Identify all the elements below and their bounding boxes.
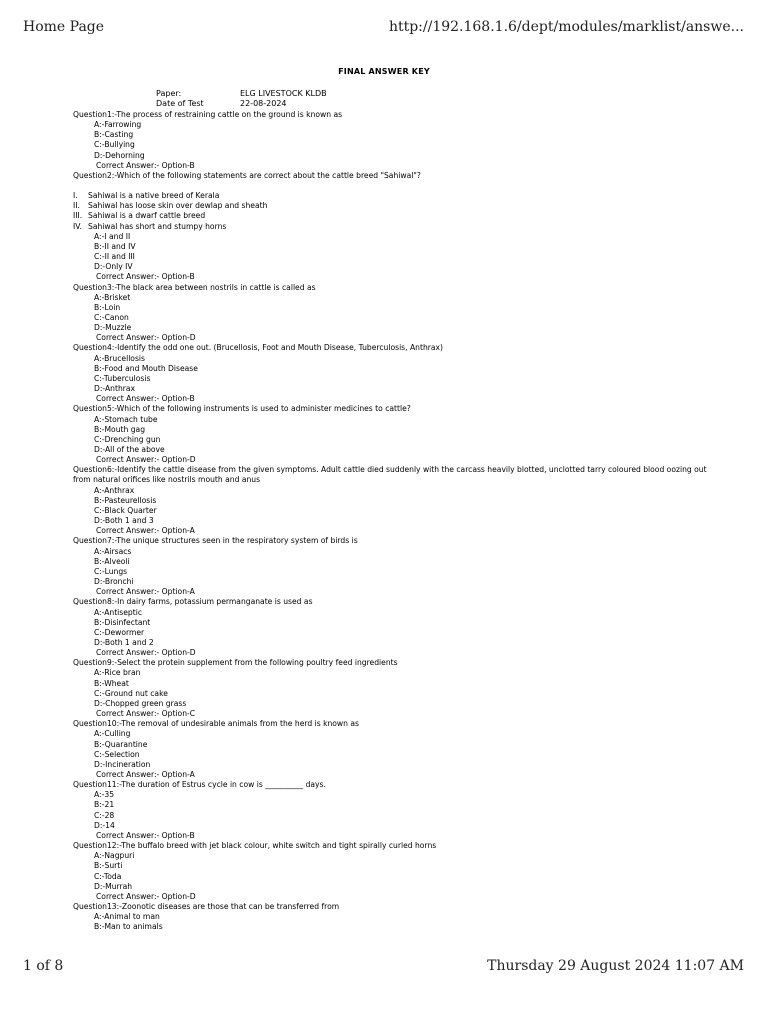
statement-number: II. [73,201,80,211]
question-text: Question1:-The process of restraining cattle on the ground is known as [73,110,343,119]
statement-text: Sahiwal has short and stumpy horns [88,221,227,231]
date-row [156,99,287,109]
question-block [73,658,713,719]
document-title: FINAL ANSWER KEY [338,67,430,76]
option-item: D:-Murrah [94,881,133,891]
correct-answer: Correct Answer:- Option-B [96,272,195,282]
question-block [73,719,713,780]
question-block [73,597,713,658]
option-item: B:-II and IV [94,241,136,251]
page-url: http://192.168.1.6/dept/modules/marklist/answe... [388,19,744,35]
option-item: D:-Muzzle [94,323,132,333]
correct-answer: Correct Answer:- Option-A [96,526,195,536]
print-datetime: Thursday 29 August 2024 11:07 AM [487,958,744,974]
paper-row [156,89,327,99]
option-item: C:-Bullying [94,140,135,150]
correct-answer: Correct Answer:- Option-D [96,891,196,901]
option-item: B:-Loin [94,302,121,312]
option-item: A:-Stomach tube [94,414,158,424]
option-item: A:-Brucellosis [94,353,145,363]
question-text: Question12:-The buffalo breed with jet black colour, white switch and tight spirally curled horns [73,841,437,851]
question-block [73,171,713,283]
question-text: Question7:-The unique structures seen in the respiratory system of birds is [73,536,358,546]
option-item: A:-Antiseptic [94,607,142,617]
option-item: A:-Airsacs [94,546,132,556]
option-item: B:-Food and Mouth Disease [94,363,198,373]
correct-answer: Correct Answer:- Option-A [96,587,195,597]
option-item: C:-Toda [94,871,122,881]
option-item: B:-Quarantine [94,739,148,749]
option-item: B:-Alveoli [94,556,130,566]
question-text: Question2:-Which of the following statements are correct about the cattle breed "Sahiwal"? [73,170,421,180]
option-item: A:-Culling [94,729,131,739]
option-item: B:-21 [94,800,115,810]
question-block [73,780,713,841]
date-value: 22-08-2024 [240,99,287,108]
option-item: C:-28 [94,810,115,820]
statement-item [73,201,713,211]
question-text: Question4:-Identify the odd one out. (Brucellosis, Foot and Mouth Disease, Tuberculosis, Anthrax) [73,343,443,353]
page-number: 1 of 8 [23,958,64,974]
question-block [73,536,713,597]
question-text: Question5:-Which of the following instruments is used to administer medicines to cattle? [73,404,411,414]
correct-answer: Correct Answer:- Option-B [96,830,195,840]
spacer [73,181,713,191]
option-item: A:-Rice bran [94,668,141,678]
option-item: B:-Disinfectant [94,617,151,627]
question-text: Question9:-Select the protein supplement from the following poultry feed ingredients [73,658,398,668]
option-item: D:-Only IV [94,262,133,272]
statement-number: IV. [73,221,82,231]
question-block [73,343,713,404]
question-block [73,283,713,344]
option-item: A:-Brisket [94,292,131,302]
option-item: C:-Lungs [94,566,128,576]
option-item: C:-Ground nut cake [94,688,168,698]
question-list [73,110,713,933]
date-label: Date of Test [156,99,204,108]
question-text: Question10:-The removal of undesirable animals from the herd is known as [73,719,359,729]
option-item: C:-Dewormer [94,627,145,637]
option-item: B:-Casting [94,130,134,140]
option-item: C:-Selection [94,749,140,759]
question-text: Question11:-The duration of Estrus cycle in cow is __________ days. [73,780,326,790]
question-block [73,404,713,465]
option-item: B:-Pasteurellosis [94,495,157,505]
option-item: A:-Farrowing [94,120,142,130]
statement-text: Sahiwal is a native breed of Kerala [88,191,220,201]
option-item: B:-Wheat [94,678,129,688]
correct-answer: Correct Answer:- Option-B [96,394,195,404]
question-block [73,465,713,536]
question-block [73,110,713,171]
option-item: A:-Nagpuri [94,851,135,861]
statement-item [73,211,713,221]
option-item: A:-Anthrax [94,485,135,495]
option-item: A:-I and II [94,231,131,241]
correct-answer: Correct Answer:- Option-B [96,160,195,170]
option-item: D:-Incineration [94,759,151,769]
statement-item [73,222,713,232]
correct-answer: Correct Answer:- Option-D [96,333,196,343]
correct-answer: Correct Answer:- Option-A [96,770,195,779]
option-item: D:-Chopped green grass [94,698,187,708]
option-item: B:-Mouth gag [94,424,146,434]
paper-label: Paper: [156,89,182,98]
option-item: C:-II and III [94,252,135,262]
home-page-label: Home Page [23,19,105,35]
correct-answer: Correct Answer:- Option-D [96,648,196,658]
question-text: Question3:-The black area between nostrils in cattle is called as [73,282,316,292]
question-text: Question8:-In dairy farms, potassium permanganate is used as [73,597,313,607]
option-item: D:-Anthrax [94,384,136,394]
correct-answer: Correct Answer:- Option-D [96,455,196,465]
option-item: D:-Both 1 and 2 [94,637,154,647]
option-item: B:-Man to animals [94,922,163,932]
statement-number: I. [73,191,78,201]
option-item: D:-Both 1 and 3 [94,516,154,526]
statement-text: Sahiwal is a dwarf cattle breed [88,211,206,221]
option-item: C:-Drenching gun [94,434,161,444]
option-item: D:-14 [94,820,115,830]
option-item: D:-Dehorning [94,150,145,160]
option-item: C:-Black Quarter [94,505,157,515]
paper-value: ELG LIVESTOCK KLDB [240,89,327,98]
question-block [73,902,713,932]
statement-number: III. [73,211,83,221]
question-block [73,841,713,902]
question-text: Question6:-Identify the cattle disease from the given symptoms. Adult cattle died suddenly with the carcass heavily blotted, unclotted tarry coloured blood oozing out from natural orifices like nostrils mouth and anus [73,465,707,485]
option-item: A:-Animal to man [94,912,160,922]
option-item: C:-Tuberculosis [94,373,151,383]
statement-item [73,191,713,201]
option-item: C:-Canon [94,312,129,322]
option-item: D:-Bronchi [94,577,134,587]
option-item: D:-All of the above [94,445,165,454]
correct-answer: Correct Answer:- Option-C [96,709,196,719]
statement-text: Sahiwal has loose skin over dewlap and sheath [88,201,268,211]
option-item: B:-Surti [94,861,123,871]
option-item: A:-35 [94,790,115,800]
question-text: Question13:-Zoonotic diseases are those that can be transferred from [73,902,340,912]
